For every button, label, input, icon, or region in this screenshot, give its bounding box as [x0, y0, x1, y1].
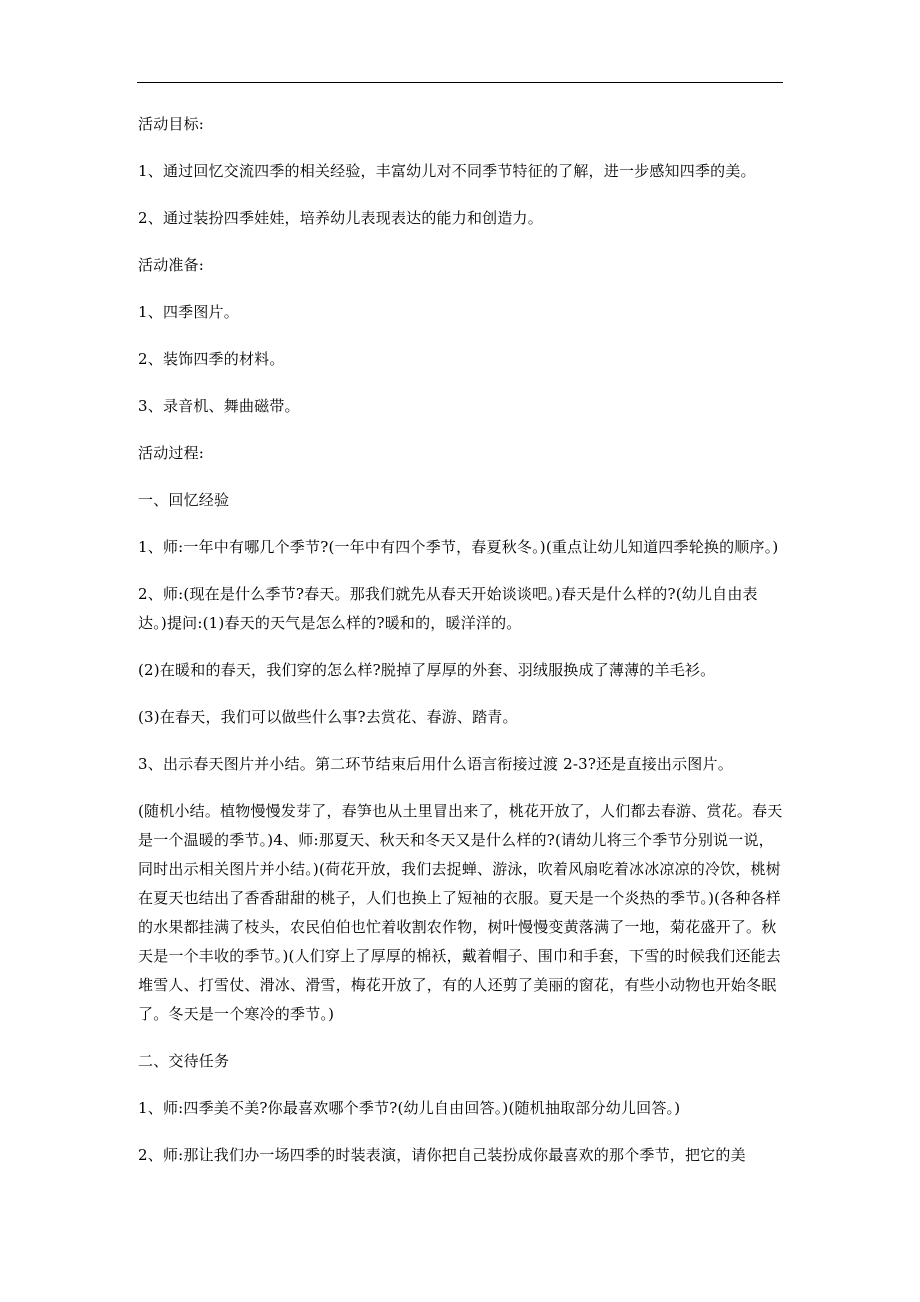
goals-heading: 活动目标: [138, 115, 205, 133]
section-2-item-2: 2、师:那让我们办一场四季的时装表演，请你把自己装扮成你最喜欢的那个季节，把它的美 [138, 1146, 746, 1164]
document-body [138, 110, 786, 1188]
process-heading: 活动过程: [138, 444, 205, 462]
section-1-item-2: 2、师:(现在是什么季节?春天。那我们就先从春天开始谈谈吧。)春天是什么样的?(幼儿自由表达。)提问:(1)春天的天气是怎么样的?暖和的，暖洋洋的。 [138, 585, 758, 632]
section-1-question-2: (2)在暖和的春天，我们穿的怎么样?脱掉了厚厚的外套、羽绒服换成了薄薄的羊毛衫。 [138, 661, 716, 679]
preparation-item-3: 3、录音机、舞曲磁带。 [138, 397, 300, 415]
preparation-item-1: 1、四季图片。 [138, 303, 239, 321]
preparation-item-2: 2、装饰四季的材料。 [138, 350, 285, 368]
section-1-item-1: 1、师:一年中有哪几个季节?(一年中有四个季节，春夏秋冬。)(重点让幼儿知道四季轮换的顺序。) [138, 538, 779, 556]
section-2-heading: 二、交待任务 [138, 1052, 230, 1070]
header-rule [137, 82, 783, 83]
seasons-summary: (随机小结。植物慢慢发芽了，春笋也从土里冒出来了，桃花开放了，人们都去春游、赏花。春天是一个温暖的季节。)4、师:那夏天、秋天和冬天又是什么样的?(请幼儿将三个季节分别说一说，同时出示相关图片并小结。)(荷花开放，我们去捉蝉、游泳，吹着风扇吃着冰冰凉凉的冷饮，桃树在夏天也结出了香香甜甜的桃子，人们也换上了短袖的衣服。夏天是一个炎热的季节。)(各种各样的水果都挂满了枝头，农民伯伯也忙着收割农作物，树叶慢慢变黄落满了一地，菊花盛开了。秋天是一个丰收的季节。)(人们穿上了厚厚的棉袄，戴着帽子、围巾和手套，下雪的时候我们还能去堆雪人、打雪仗、滑冰、滑雪，梅花开放了，有的人还剪了美丽的窗花，有些小动物也开始冬眠了。冬天是一个寒冷的季节。) [138, 802, 783, 1023]
section-1-item-3: 3、出示春天图片并小结。第二环节结束后用什么语言衔接过渡 2-3?还是直接出示图片。 [138, 755, 733, 773]
preparation-heading: 活动准备: [138, 256, 205, 274]
section-2-item-1: 1、师:四季美不美?你最喜欢哪个季节?(幼儿自由回答。)(随机抽取部分幼儿回答。) [138, 1099, 681, 1117]
goal-item-2: 2、通过装扮四季娃娃，培养幼儿表现表达的能力和创造力。 [138, 209, 543, 227]
goal-item-1: 1、通过回忆交流四季的相关经验，丰富幼儿对不同季节特征的了解，进一步感知四季的美。 [138, 162, 756, 180]
section-1-question-3: (3)在春天，我们可以做些什么事?去赏花、春游、踏青。 [138, 708, 518, 726]
section-1-heading: 一、回忆经验 [138, 491, 230, 509]
